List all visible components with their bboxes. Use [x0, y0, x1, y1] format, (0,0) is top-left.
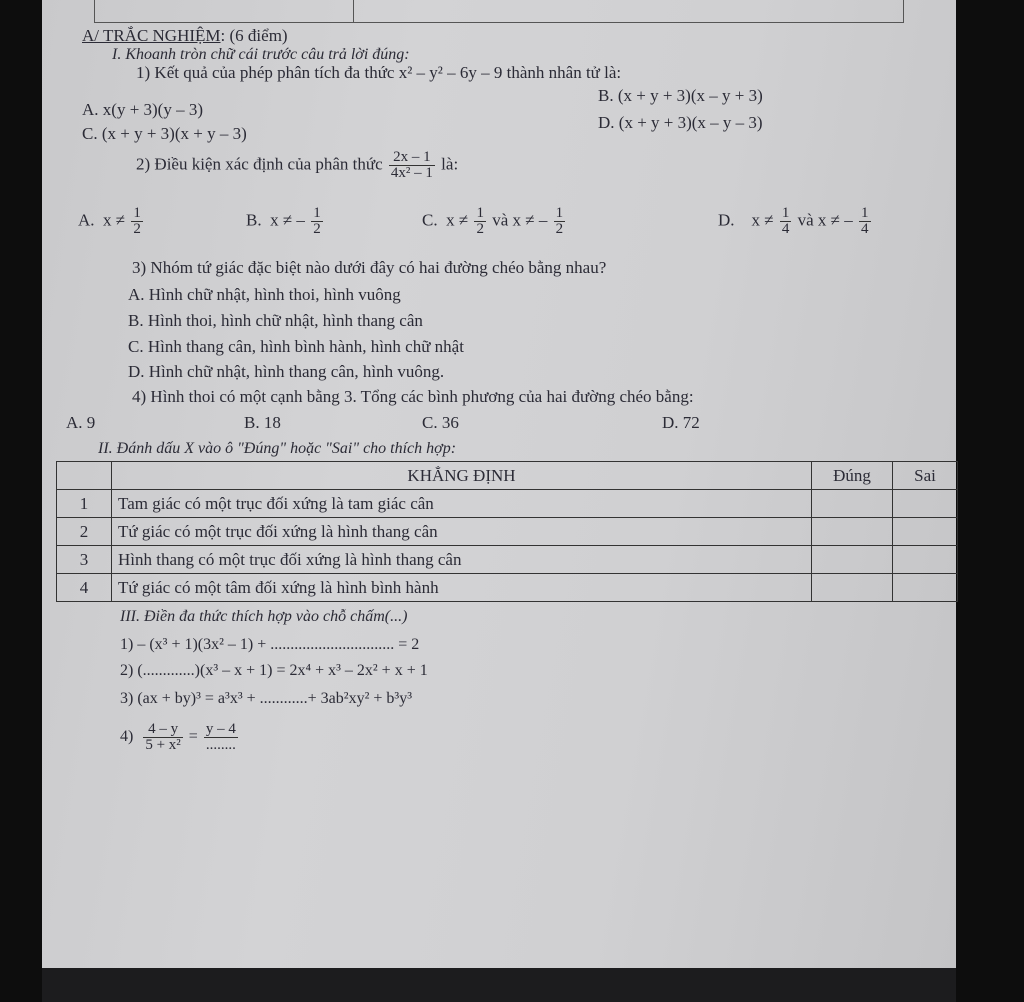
q2-c-den2: 2 [555, 221, 564, 237]
fill-4-den-right: ........ [205, 737, 236, 753]
q2-option-c[interactable] [422, 206, 567, 237]
q2-d-den1: 4 [781, 221, 790, 237]
fill-item-1[interactable]: 1) – (x³ + 1)(3x² – 1) + ............................... = 2 [120, 636, 420, 653]
table-header-false: Sai [893, 462, 958, 490]
part3-instruction: III. Điền đa thức thích hợp vào chỗ chấm(...) [120, 608, 408, 625]
q2-d-text: x ≠ [751, 210, 774, 230]
q2-c-label: C. [422, 210, 438, 230]
fill-item-2[interactable]: 2) (.............)(x³ – x + 1) = 2x⁴ + x³ – 2x² + x + 1 [120, 662, 428, 679]
q1-option-a[interactable]: A. x(y + 3)(y – 3) [82, 100, 204, 119]
q4-option-b[interactable]: B. 18 [244, 413, 281, 432]
q1-stem: 1) Kết quả của phép phân tích đa thức x² – y² – 6y – 9 thành nhân tử là: [136, 63, 622, 82]
row-number: 3 [57, 546, 112, 574]
q2-b-den: 2 [313, 221, 321, 237]
false-cell[interactable] [893, 490, 958, 518]
q4-option-d[interactable]: D. 72 [662, 413, 700, 432]
true-cell[interactable] [812, 490, 893, 518]
q3-option-d[interactable]: D. Hình chữ nhật, hình thang cân, hình vuông. [128, 362, 445, 381]
section-a-heading: A/ TRẮC NGHIỆM: (6 điểm) [82, 26, 288, 45]
q1-option-c[interactable]: C. (x + y + 3)(x + y – 3) [82, 124, 247, 143]
q2-c-mid: và x ≠ – [492, 210, 548, 230]
false-cell[interactable] [893, 518, 958, 546]
false-cell[interactable] [893, 546, 958, 574]
q3-option-c[interactable]: C. Hình thang cân, hình bình hành, hình chữ nhật [128, 337, 464, 356]
header-box [94, 0, 904, 23]
q2-fraction [389, 150, 435, 181]
q2-a-frac [131, 206, 143, 237]
q3-option-b[interactable]: B. Hình thoi, hình chữ nhật, hình thang cân [128, 311, 423, 330]
q2-option-b[interactable] [246, 206, 325, 237]
q4-option-c[interactable]: C. 36 [422, 413, 459, 432]
true-cell[interactable] [812, 546, 893, 574]
fill-4-num-right: y – 4 [205, 721, 236, 737]
q2-frac-num: 2x – 1 [393, 149, 431, 165]
q2-d-frac2 [859, 206, 871, 237]
fill-item-3[interactable]: 3) (ax + by)³ = a³x³ + ............+ 3ab²xy² + b³y³ [120, 690, 412, 707]
q2-b-num: 1 [313, 205, 321, 221]
q2-b-label: B. [246, 210, 262, 230]
q2-b-text: x ≠ – [270, 210, 305, 230]
q2-c-num2: 1 [555, 205, 564, 221]
q2-option-a[interactable] [78, 206, 145, 237]
true-cell[interactable] [812, 574, 893, 602]
section-a-title: A/ TRẮC NGHIỆM [82, 26, 221, 45]
q2-a-den: 2 [133, 221, 141, 237]
q2-c-frac1 [474, 206, 486, 237]
q4-option-a[interactable]: A. 9 [66, 413, 96, 432]
q2-stem-suffix: là: [441, 154, 459, 174]
header-divider [353, 0, 354, 22]
q3-stem: 3) Nhóm tứ giác đặc biệt nào dưới đây có hai đường chéo bằng nhau? [132, 258, 607, 277]
table-header-row [57, 462, 958, 490]
fill-item-4[interactable] [120, 722, 240, 753]
q1-option-d[interactable]: D. (x + y + 3)(x – y – 3) [598, 113, 763, 132]
true-false-table [56, 461, 958, 602]
q2-c-frac2 [554, 206, 566, 237]
exam-paper [42, 0, 956, 1002]
table-row [57, 490, 958, 518]
true-cell[interactable] [812, 518, 893, 546]
q2-d-label: D. [718, 210, 735, 230]
part1-instruction: I. Khoanh tròn chữ cái trước câu trả lời đúng: [112, 46, 410, 63]
q1-option-b[interactable]: B. (x + y + 3)(x – y + 3) [598, 86, 763, 105]
row-statement: Tam giác có một trục đối xứng là tam giác cân [112, 490, 812, 518]
photo-bottom-edge [42, 968, 956, 1002]
q2-d-num2: 1 [861, 205, 869, 221]
q2-b-frac [311, 206, 323, 237]
q2-frac-den: 4x² – 1 [390, 165, 433, 181]
fill-4-label: 4) [120, 728, 134, 746]
row-statement: Tứ giác có một tâm đối xứng là hình bình hành [112, 574, 812, 602]
false-cell[interactable] [893, 574, 958, 602]
table-row [57, 574, 958, 602]
q2-c-num1: 1 [476, 205, 484, 221]
table-row [57, 546, 958, 574]
q2-stem-prefix: 2) Điều kiện xác định của phân thức [136, 154, 383, 174]
row-number: 2 [57, 518, 112, 546]
row-number: 1 [57, 490, 112, 518]
row-statement: Tứ giác có một trục đối xứng là hình thang cân [112, 518, 812, 546]
table-row [57, 518, 958, 546]
table-header-statement: KHẲNG ĐỊNH [112, 462, 812, 490]
q3-option-a[interactable]: A. Hình chữ nhật, hình thoi, hình vuông [128, 285, 401, 304]
table-header-num [57, 462, 112, 490]
fill-4-frac-right [204, 722, 238, 753]
fill-4-frac-left [143, 722, 182, 753]
q2-a-num: 1 [133, 205, 141, 221]
q2-d-frac1 [780, 206, 792, 237]
row-number: 4 [57, 574, 112, 602]
fill-4-equals: = [188, 728, 198, 746]
q2-a-label: A. [78, 210, 95, 230]
q2-c-text: x ≠ [446, 210, 469, 230]
q2-d-den2: 4 [861, 221, 869, 237]
section-a-points: (6 điểm) [229, 26, 288, 45]
q4-stem: 4) Hình thoi có một cạnh bằng 3. Tổng các bình phương của hai đường chéo bằng: [132, 387, 694, 406]
table-header-true: Đúng [812, 462, 893, 490]
q2-stem [136, 150, 458, 181]
row-statement: Hình thang có một trục đối xứng là hình thang cân [112, 546, 812, 574]
fill-4-den-left: 5 + x² [145, 737, 181, 753]
part2-instruction: II. Đánh dấu X vào ô "Đúng" hoặc "Sai" cho thích hợp: [98, 440, 457, 457]
q2-a-text: x ≠ [103, 210, 126, 230]
q2-d-num1: 1 [781, 205, 790, 221]
q2-d-mid: và x ≠ – [797, 210, 853, 230]
q2-c-den1: 2 [476, 221, 484, 237]
fill-4-num-left: 4 – y [148, 721, 179, 737]
q2-option-d[interactable] [718, 206, 873, 237]
